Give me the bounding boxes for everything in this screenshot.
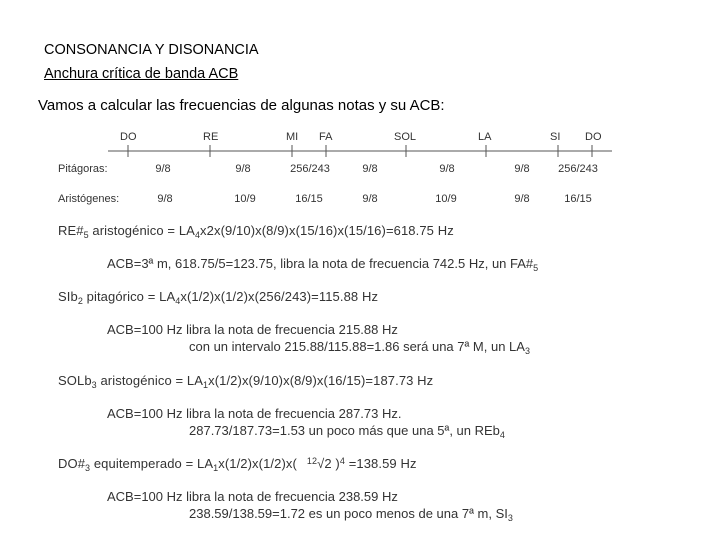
page-title: CONSONANCIA Y DISONANCIA (44, 42, 259, 58)
equation-line: SIb$_2$ pitagórico = $LA_4x(1/2)x(1/2)x(256/243)=115.88$ Hz (58, 289, 379, 306)
interval-cell: 10/9 (234, 193, 256, 205)
interval-cell: 9/8 (514, 193, 530, 205)
note-label: RE (203, 131, 219, 143)
note-label: SI (550, 131, 561, 143)
note-label: SOL (394, 131, 417, 143)
interval-cell: 9/8 (439, 163, 455, 175)
interval-cell: 16/15 (295, 193, 323, 205)
note-label: DO (585, 131, 602, 143)
explanation-line: ACB=3ª m, 618.75/5=123.75, libra la nota de frecuencia 742.5 Hz, un $FA\#_5$ (107, 256, 539, 273)
equation-line: $DO\#_3$ equitemperado = $LA_1x(1/2)x(1/2)x$( $^{12}$√2 )$^4$ =138.59 Hz (58, 456, 417, 473)
interval-cell: 9/8 (157, 193, 173, 205)
interval-cell: 9/8 (155, 163, 171, 175)
explanation-line: ACB=100 Hz libra la nota de frecuencia 238.59 Hz (107, 489, 398, 504)
explanation-line: 287.73/187.73=1.53 un poco más que una 5ª, un REb$_4$ (189, 423, 505, 440)
explanation-line: 238.59/138.59=1.72 es un poco menos de una 7ª m, $SI_3$ (189, 506, 513, 523)
interval-cell: 16/15 (564, 193, 592, 205)
row-label-aristogenes: Aristógenes: (58, 193, 120, 205)
interval-cell: 256/243 (558, 163, 598, 175)
interval-cell: 256/243 (290, 163, 330, 175)
intro-text: Vamos a calcular las frecuencias de algunas notas y su ACB: (38, 97, 445, 114)
note-label: MI (286, 131, 299, 143)
note-label: DO (120, 131, 137, 143)
page-subtitle: Anchura crítica de banda ACB (44, 66, 239, 82)
interval-cell: 9/8 (235, 163, 251, 175)
interval-cell: 9/8 (362, 193, 378, 205)
equation-line: $RE\#_5$ aristogénico = $LA_4x2x(9/10)x(8/9)x(15/16)x(15/16)=618.75$ Hz (58, 223, 454, 240)
interval-cell: 9/8 (514, 163, 530, 175)
explanation-line: con un intervalo 215.88/115.88=1.86 será una 7ª M, un $LA_3$ (189, 339, 530, 356)
interval-cell: 10/9 (435, 193, 457, 205)
note-label: LA (478, 131, 492, 143)
explanation-line: ACB=100 Hz libra la nota de frecuencia 287.73 Hz. (107, 406, 402, 421)
note-label: FA (319, 131, 333, 143)
interval-cell: 9/8 (362, 163, 378, 175)
equation-line: SOLb$_3$ aristogénico = $LA_1x(1/2)x(9/10)x(8/9)x(16/15)=187.73$ Hz (58, 373, 434, 390)
explanation-line: ACB=100 Hz libra la nota de frecuencia 215.88 Hz (107, 322, 398, 337)
row-label-pitagoras: Pitágoras: (58, 163, 108, 175)
